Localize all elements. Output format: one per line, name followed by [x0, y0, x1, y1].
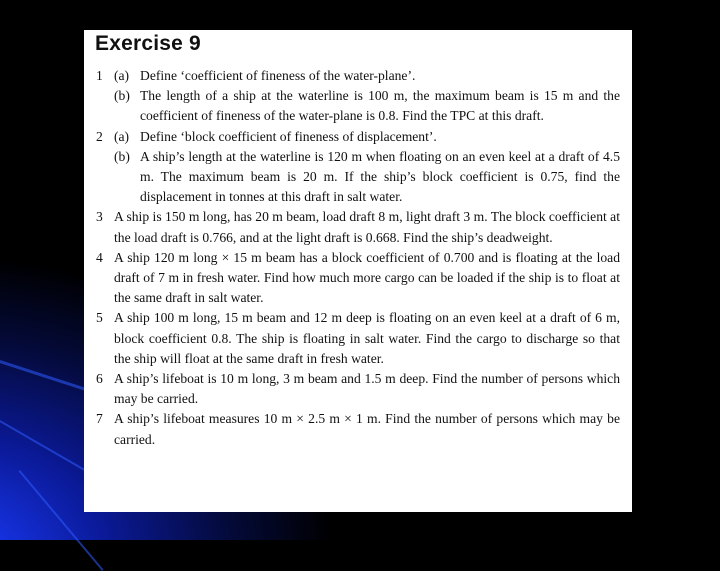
question-number: 5	[96, 310, 103, 326]
question-6	[96, 369, 620, 409]
question-number: 7	[96, 411, 103, 427]
question-2	[96, 127, 620, 208]
question-7	[96, 409, 620, 449]
question-number: 3	[96, 209, 103, 225]
exercise-page	[84, 30, 632, 512]
question-1	[96, 66, 620, 127]
question-part	[114, 86, 620, 126]
question-3	[96, 207, 620, 247]
part-label: (a)	[114, 128, 130, 144]
question-text: A ship 100 m long, 15 m beam and 12 m deep is floating on an even keel at a draft of 6 m, block coefficient 0.8. The ship is floating in salt water. Find the cargo to discharge so that the ship will float at the same draft in fresh water.	[114, 310, 620, 366]
part-text: A ship’s length at the waterline is 120 m when floating on an even keel at a draft of 4.5 m. The maximum beam is 20 m. If the ship’s block coefficient is 0.75, find the displacement in tonnes at this draft in salt water.	[140, 148, 620, 205]
question-part	[114, 66, 620, 86]
question-4	[96, 248, 620, 309]
part-text: The length of a ship at the waterline is 100 m, the maximum beam is 15 m and the coefficient of fineness of the water-plane is 0.8. Find the TPC at this draft.	[140, 88, 620, 124]
page-title: Exercise 9	[95, 32, 201, 55]
question-number: 2	[96, 128, 103, 144]
part-text: Define ‘coefficient of fineness of the water-plane’.	[140, 68, 416, 83]
part-text: Define ‘block coefficient of fineness of displacement’.	[140, 128, 437, 144]
question-number: 1	[96, 68, 103, 83]
question-text: A ship 120 m long × 15 m beam has a block coefficient of 0.700 and is floating at the load draft of 7 m in fresh water. Find how much more cargo can be loaded if the ship is to float at the same draft in salt water.	[114, 249, 620, 306]
question-5	[96, 308, 620, 369]
question-text: A ship is 150 m long, has 20 m beam, load draft 8 m, light draft 3 m. The block coefficient at the load draft is 0.766, and at the light draft is 0.668. Find the ship’s deadweight.	[114, 209, 620, 245]
part-label: (b)	[114, 88, 130, 104]
question-text: A ship’s lifeboat measures 10 m × 2.5 m × 1 m. Find the number of persons which may be carried.	[114, 411, 620, 447]
part-label: (b)	[114, 148, 130, 164]
question-number: 6	[96, 371, 103, 387]
question-part	[114, 147, 620, 208]
question-part	[114, 127, 620, 147]
question-text: A ship’s lifeboat is 10 m long, 3 m beam and 1.5 m deep. Find the number of persons which may be carried.	[114, 371, 620, 407]
question-number: 4	[96, 249, 103, 265]
part-label: (a)	[114, 68, 130, 83]
